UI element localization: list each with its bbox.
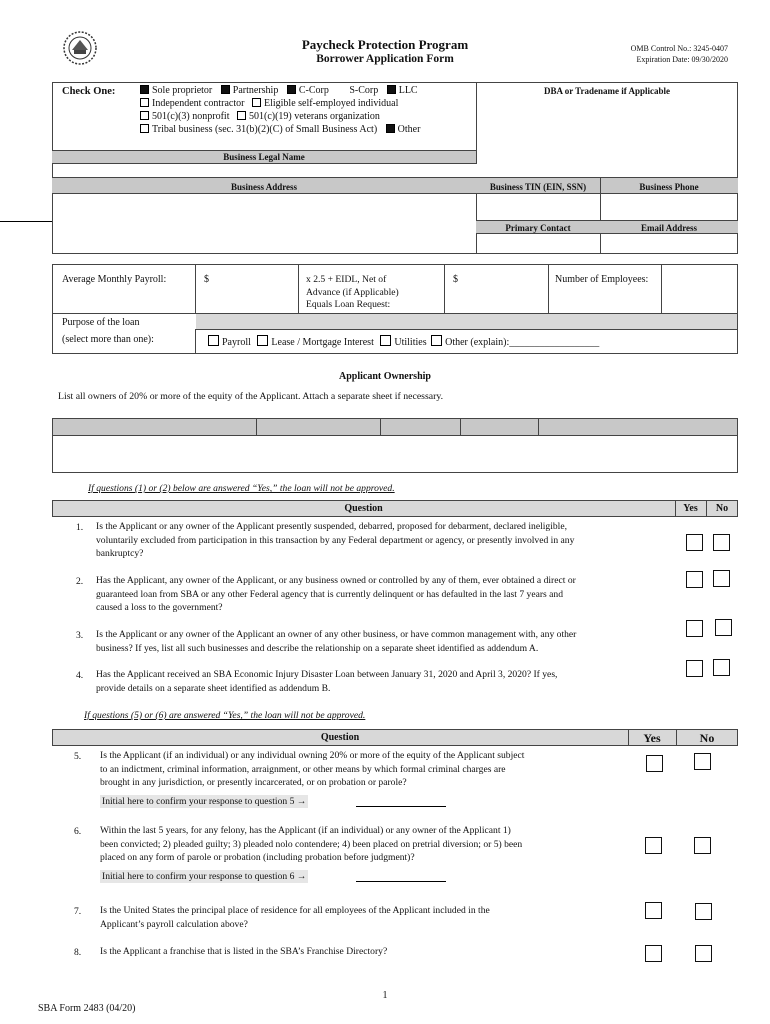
q8-text: Is the Applicant a franchise that is listed in the SBA’s Franchise Directory? xyxy=(100,946,388,957)
form-subtitle: Borrower Application Form xyxy=(316,53,454,65)
q4-text: Has the Applicant received an SBA Economic Injury Disaster Loan between January 31, 2020 and April 3, 2020? If yes, provide details on a separate sheet identified as addendum B. xyxy=(96,669,558,694)
loan-dollar-sign: $ xyxy=(453,274,458,285)
purpose-label-1: Purpose of the loan xyxy=(62,317,140,328)
q1-number: 1. xyxy=(76,522,84,533)
q6-no-checkbox[interactable] xyxy=(694,837,711,854)
q6-number: 6. xyxy=(74,826,82,837)
section1-yes-header: Yes xyxy=(683,503,698,514)
q3-yes-checkbox[interactable] xyxy=(686,620,703,637)
q7-number: 7. xyxy=(74,906,82,917)
form-title: Paycheck Protection Program xyxy=(301,37,469,52)
q2-text: Has the Applicant, any owner of the Applicant, or any business owned or controlled by any of them, ever obtained a direct or guaranteed loan from SBA or any other Federal agency that is currently delinquent or has defaulted in the last 7 years and caused a loss to the government? xyxy=(96,575,576,613)
q6-yes-checkbox[interactable] xyxy=(645,837,662,854)
q3-number: 3. xyxy=(76,630,84,641)
purpose-label-2: (select more than one): xyxy=(62,334,154,345)
q7-yes-checkbox[interactable] xyxy=(645,902,662,919)
tin-label: Business TIN (EIN, SSN) xyxy=(489,182,587,192)
q7-no-checkbox[interactable] xyxy=(695,903,712,920)
c-corp-checkbox[interactable] xyxy=(287,85,296,94)
q2-yes-checkbox[interactable] xyxy=(686,571,703,588)
q5-no-checkbox[interactable] xyxy=(694,753,711,770)
page-number: 1 xyxy=(382,990,388,1001)
primary-contact-input[interactable] xyxy=(476,234,600,254)
q6-text: Within the last 5 years, for any felony, has the Applicant (if an individual) or any owner of the Applicant 1) been convicted; 2) pleaded guilty; 3) pleaded nolo contendere; 4) been placed on pretrial diversion; or 5) been placed on any form of parole or probation (including probation before judgment)? xyxy=(100,825,523,863)
loan-calc-label: x 2.5 + EIDL, Net of Advance (if Applicable) Equals Loan Request: xyxy=(306,274,399,310)
q4-yes-checkbox[interactable] xyxy=(686,660,703,677)
q5-initial-input[interactable] xyxy=(356,806,446,807)
phone-label: Business Phone xyxy=(639,182,699,192)
q8-no-checkbox[interactable] xyxy=(695,945,712,962)
sole-proprietor-checkbox[interactable] xyxy=(140,85,149,94)
q3-no-checkbox[interactable] xyxy=(715,619,732,636)
employees-input[interactable] xyxy=(663,266,736,312)
payroll-purpose-checkbox[interactable] xyxy=(208,335,219,346)
self-employed-checkbox[interactable] xyxy=(252,98,261,107)
entity-type-row-2: Independent contractor Eligible self-employed individual xyxy=(140,98,398,109)
q5-yes-checkbox[interactable] xyxy=(646,755,663,772)
independent-contractor-checkbox[interactable] xyxy=(140,98,149,107)
address-label: Business Address xyxy=(230,182,298,192)
section1-warning: If questions (1) or (2) below are answered “Yes,” the loan will not be approved. xyxy=(88,483,395,494)
avg-payroll-label: Average Monthly Payroll: xyxy=(62,274,167,285)
ownership-title: Applicant Ownership xyxy=(339,371,431,382)
section2-no-header: No xyxy=(699,731,715,745)
q5-initial-prompt: Initial here to confirm your response to question 5 → xyxy=(102,796,307,807)
other-checkbox[interactable] xyxy=(386,124,395,133)
section2-question-header: Question xyxy=(320,732,360,743)
payroll-dollar-sign: $ xyxy=(204,274,209,285)
s-corp-label: S-Corp xyxy=(349,85,379,96)
employees-label: Number of Employees: xyxy=(555,274,649,285)
lease-purpose-checkbox[interactable] xyxy=(257,335,268,346)
utilities-purpose-checkbox[interactable] xyxy=(380,335,391,346)
avg-payroll-input[interactable] xyxy=(210,266,296,312)
ownership-table-row[interactable] xyxy=(53,436,737,472)
tribal-business-checkbox[interactable] xyxy=(140,124,149,133)
entity-type-row-3: 501(c)(3) nonprofit 501(c)(19) veterans organization xyxy=(140,111,380,122)
section1-no-header: No xyxy=(715,503,729,514)
ownership-table-header xyxy=(53,419,737,436)
section2-warning: If questions (5) or (6) are answered “Yes,” the loan will not be approved. xyxy=(84,710,366,721)
nonprofit-checkbox[interactable] xyxy=(140,111,149,120)
email-label: Email Address xyxy=(640,223,698,233)
q3-text: Is the Applicant or any owner of the Applicant an owner of any other business, or have common management with, any other business? If yes, list all such businesses and describe the relationship on a separate sheet identified as addendum A. xyxy=(96,629,577,654)
phone-input[interactable] xyxy=(600,194,738,220)
loan-request-input[interactable] xyxy=(460,266,546,312)
section1-question-header: Question xyxy=(344,503,383,514)
q8-number: 8. xyxy=(74,947,82,958)
q5-text: Is the Applicant (if an individual) or any individual owning 20% or more of the equity of the Applicant subject to an indictment, criminal information, arraignment, or other means by which formal criminal charges are brought in any jurisdiction, or presently incarcerated, or on probation or parole? xyxy=(100,750,525,788)
q6-initial-input[interactable] xyxy=(356,881,446,882)
dba-label: DBA or Tradename if Applicable xyxy=(543,86,670,96)
omb-control-number: OMB Control No.: 3245-0407 xyxy=(630,44,728,53)
q2-no-checkbox[interactable] xyxy=(713,570,730,587)
q1-text: Is the Applicant or any owner of the Applicant presently suspended, debarred, proposed for debarment, declared ineligible, voluntarily excluded from participation in this transaction by any Federal department or agency, or presently involved in any bankruptcy? xyxy=(96,521,575,559)
q2-number: 2. xyxy=(76,576,84,587)
q7-text: Is the United States the principal place of residence for all employees of the Applicant included in the Applicant’s payroll calculation above? xyxy=(100,905,490,930)
q6-initial-prompt: Initial here to confirm your response to question 6 → xyxy=(102,871,307,882)
q1-yes-checkbox[interactable] xyxy=(686,534,703,551)
margin-rule xyxy=(0,221,52,222)
legal-name-input[interactable] xyxy=(52,164,738,178)
q4-no-checkbox[interactable] xyxy=(713,659,730,676)
q1-no-checkbox[interactable] xyxy=(713,534,730,551)
q5-number: 5. xyxy=(74,751,82,762)
ownership-instructions: List all owners of 20% or more of the equity of the Applicant. Attach a separate sheet if necessary. xyxy=(58,391,444,402)
q4-number: 4. xyxy=(76,670,84,681)
other-purpose-checkbox[interactable] xyxy=(431,335,442,346)
veterans-org-checkbox[interactable] xyxy=(237,111,246,120)
llc-checkbox[interactable] xyxy=(387,85,396,94)
check-one-label: Check One: xyxy=(62,86,116,97)
expiration-date: Expiration Date: 09/30/2020 xyxy=(636,55,728,64)
entity-type-row-4: Tribal business (sec. 31(b)(2)(C) of Small Business Act) Other xyxy=(140,124,420,135)
section2-yes-header: Yes xyxy=(643,731,661,745)
tin-input[interactable] xyxy=(476,194,600,220)
purpose-options: Payroll Lease / Mortgage Interest Utilities Other (explain):__________________ xyxy=(208,335,599,348)
address-input[interactable] xyxy=(52,194,476,254)
email-input[interactable] xyxy=(600,234,738,254)
q8-yes-checkbox[interactable] xyxy=(645,945,662,962)
primary-contact-label: Primary Contact xyxy=(505,223,571,233)
partnership-checkbox[interactable] xyxy=(221,85,230,94)
legal-name-label: Business Legal Name xyxy=(223,152,305,162)
entity-type-row-1: Sole proprietor Partnership C-Corp S-Corp LLC xyxy=(140,85,418,96)
form-number: SBA Form 2483 (04/20) xyxy=(38,1003,136,1014)
